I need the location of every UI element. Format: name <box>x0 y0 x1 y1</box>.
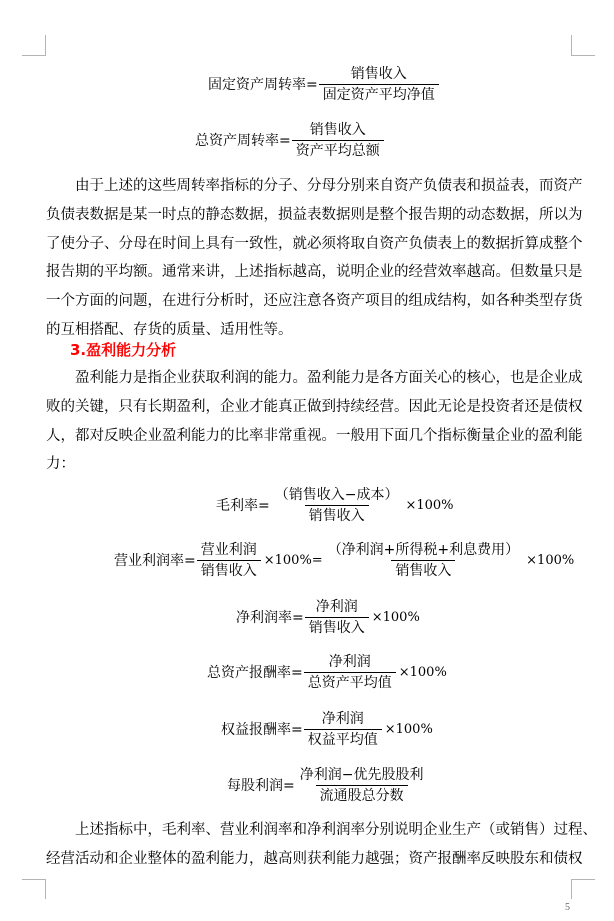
numerator: （销售收入−成本） <box>274 487 399 503</box>
formula-lhs: 每股利润= <box>227 777 295 794</box>
corner-mark-top-left-h <box>22 55 46 56</box>
denominator: 权益平均值 <box>304 729 382 749</box>
formula-return-on-equity <box>221 710 433 749</box>
formula-return-on-assets <box>207 653 447 692</box>
numerator: 销售收入 <box>309 122 366 138</box>
numerator: 净利润 <box>321 711 364 727</box>
fraction <box>296 766 428 805</box>
formula-fixed-asset-turnover <box>208 65 440 104</box>
formula-lhs: 净利润率= <box>236 609 304 626</box>
text-line: 报告期的平均额。通常来讲，上述指标越高，说明企业的经营效率越高。但数量只是 <box>46 264 583 281</box>
text-line: 上述指标中，毛利率、营业利润率和净利润率分别说明企业生产（或销售）过程、 <box>75 822 597 838</box>
corner-mark-top-left-v <box>45 35 46 56</box>
paragraph-indicator-summary <box>46 816 597 874</box>
text-line: 负债表数据是某一时点的静态数据，损益表数据则是整个报告期的动态数据，所以为 <box>46 206 583 223</box>
formula-total-asset-turnover <box>195 121 385 160</box>
text-line: 经营活动和企业整体的盈利能力，越高则获利能力越强；资产报酬率反映股东和债权 <box>46 850 583 867</box>
formula-earnings-per-share <box>227 766 428 805</box>
formula-lhs: 固定资产周转率= <box>208 76 318 93</box>
numerator: 净利润 <box>328 654 371 670</box>
formula-lhs: 毛利率= <box>216 497 270 514</box>
multiplier: ×100%= <box>263 552 323 568</box>
fraction <box>197 541 261 580</box>
corner-mark-bottom-left-h <box>22 879 46 880</box>
paragraph-turnover-explanation <box>46 172 583 345</box>
formula-net-margin <box>236 598 420 637</box>
multiplier: ×100% <box>384 721 433 737</box>
formula-lhs: 总资产周转率= <box>195 132 291 149</box>
denominator: 流通股总分数 <box>316 785 408 805</box>
denominator: 总资产平均值 <box>304 672 396 692</box>
formula-lhs: 总资产报酬率= <box>207 664 303 681</box>
text-line: 人，都对反映企业盈利能力的比率非常重视。一般用下面几个指标衡量企业的盈利能 <box>46 427 583 444</box>
denominator: 销售收入 <box>391 560 455 580</box>
text-line: 力： <box>46 456 75 473</box>
section-heading: 3.盈利能力分析 <box>70 341 177 359</box>
fraction <box>304 653 396 692</box>
fraction <box>324 541 523 580</box>
corner-mark-bottom-left-v <box>45 879 46 899</box>
denominator: 销售收入 <box>305 617 369 637</box>
text-line: 盈利能力是指企业获取利润的能力。盈利能力是各方面关心的核心，也是企业成 <box>75 370 583 386</box>
multiplier: ×100% <box>398 664 447 680</box>
formula-operating-margin <box>114 541 574 580</box>
denominator: 固定资产平均净值 <box>319 84 439 104</box>
numerator: 净利润−优先股股利 <box>299 767 424 783</box>
corner-mark-top-right-v <box>571 35 572 56</box>
corner-mark-bottom-right-h <box>571 879 595 880</box>
multiplier: ×100% <box>405 497 454 513</box>
numerator: （净利润+所得税+利息费用） <box>327 542 520 558</box>
text-line: 了使分子、分母在时间上具有一致性，就必须将取自资产负债表上的数据折算成整个 <box>46 235 583 252</box>
multiplier: ×100% <box>371 609 420 625</box>
fraction <box>304 710 382 749</box>
denominator: 资产平均总额 <box>292 140 384 160</box>
denominator: 销售收入 <box>197 560 261 580</box>
formula-lhs: 权益报酬率= <box>221 721 303 738</box>
page-number: 5 <box>565 902 570 913</box>
numerator: 净利润 <box>315 599 358 615</box>
corner-mark-bottom-right-v <box>571 879 572 899</box>
paragraph-profitability-intro <box>46 364 583 479</box>
fraction <box>319 65 439 104</box>
fraction <box>305 598 369 637</box>
text-line: 败的关键，只有长期盈利，企业才能真正做到持续经营。因此无论是投资者还是债权 <box>46 398 583 415</box>
fraction <box>292 121 384 160</box>
formula-gross-margin <box>216 486 454 525</box>
text-line: 由于上述的这些周转率指标的分子、分母分别来自资产负债表和损益表，而资产 <box>75 178 583 194</box>
numerator: 营业利润 <box>200 542 257 558</box>
text-line: 一个方面的问题，在进行分析时，还应注意各资产项目的组成结构，如各种类型存货 <box>46 293 583 310</box>
multiplier: ×100% <box>526 552 575 568</box>
corner-mark-top-right-h <box>571 55 595 56</box>
denominator: 销售收入 <box>305 505 369 525</box>
numerator: 销售收入 <box>350 66 407 82</box>
formula-lhs: 营业利润率= <box>114 552 196 569</box>
fraction <box>271 486 403 525</box>
text-line: 的互相搭配、存货的质量、适用性等。 <box>46 321 293 338</box>
